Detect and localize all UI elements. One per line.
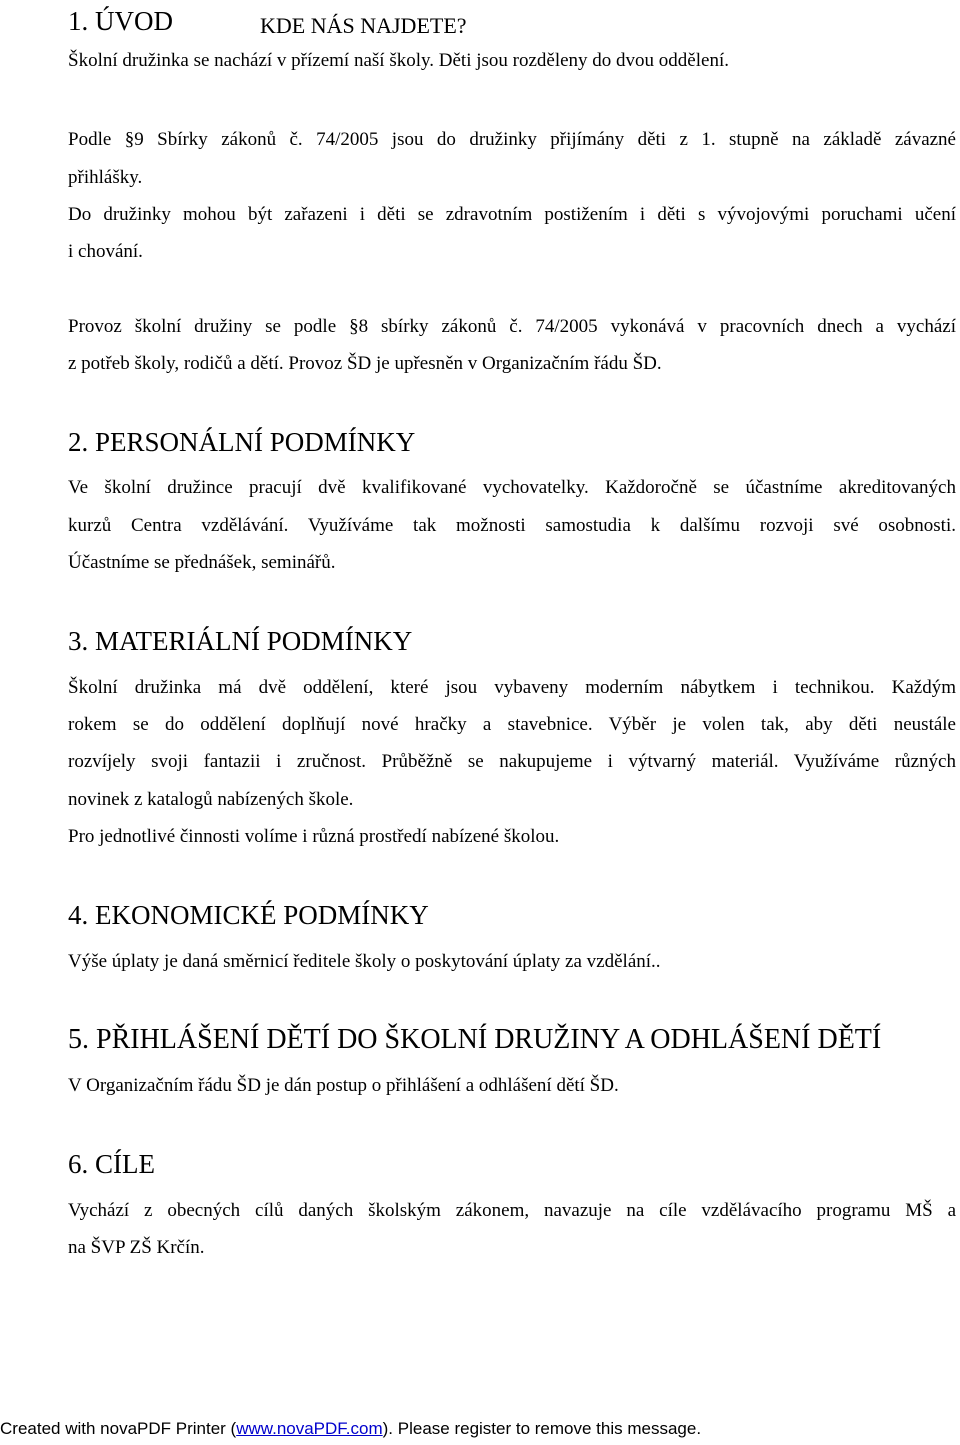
- section-1-heading: [68, 5, 568, 39]
- paragraph-line: Školní družinka má dvě oddělení, které jsou vybaveny moderním nábytkem i technikou. Každým: [68, 677, 956, 698]
- paragraph-line: Účastníme se přednášek, seminářů.: [68, 552, 336, 573]
- footer-text-after: ). Please register to remove this message.: [382, 1419, 702, 1438]
- paragraph-line: Školní družinka se nachází v přízemí naší školy. Děti jsou rozděleny do dvou oddělení.: [68, 50, 729, 71]
- novapdf-link[interactable]: www.novaPDF.com: [236, 1419, 383, 1438]
- paragraph-line: novinek z katalogů nabízených škole.: [68, 789, 354, 810]
- footer-text-before: Created with novaPDF Printer (: [0, 1419, 237, 1438]
- section-2-title: 2. PERSONÁLNÍ PODMÍNKY: [68, 427, 416, 457]
- section-6-title: 6. CÍLE: [68, 1149, 155, 1179]
- paragraph-line: z potřeb školy, rodičů a dětí. Provoz ŠD je upřesněn v Organizačním řádu ŠD.: [68, 353, 662, 374]
- printer-footer: [0, 1418, 701, 1440]
- paragraph-line: Pro jednotlivé činnosti volíme i různá prostředí nabízené školou.: [68, 826, 560, 847]
- section-1-title: 1. ÚVOD: [68, 6, 173, 36]
- paragraph-line: Do družinky mohou být zařazeni i děti se zdravotním postižením i děti s vývojovými poruchami učení: [68, 204, 956, 225]
- paragraph-line: rozvíjely svoji fantazii i zručnost. Průběžně se nakupujeme i výtvarný materiál. Využíváme různých: [68, 751, 956, 772]
- section-5-title: 5. PŘIHLÁŠENÍ DĚTÍ DO ŠKOLNÍ DRUŽINY A ODHLÁŠENÍ DĚTÍ: [68, 1024, 882, 1055]
- section-4-title: 4. EKONOMICKÉ PODMÍNKY: [68, 900, 429, 930]
- paragraph-line: na ŠVP ZŠ Krčín.: [68, 1237, 205, 1258]
- paragraph-line: rokem se do oddělení doplňují nové hračky a stavebnice. Výběr je volen tak, aby děti neustále: [68, 714, 956, 735]
- paragraph-line: V Organizačním řádu ŠD je dán postup o přihlášení a odhlášení dětí ŠD.: [68, 1075, 619, 1096]
- paragraph-line: Provoz školní družiny se podle §8 sbírky zákonů č. 74/2005 vykonává v pracovních dnech a vychází: [68, 316, 956, 337]
- paragraph-line: Výše úplaty je daná směrnicí ředitele školy o poskytování úplaty za vzdělání..: [68, 951, 661, 972]
- paragraph-line: i chování.: [68, 241, 143, 262]
- section-1-side-title: KDE NÁS NAJDETE?: [260, 13, 467, 38]
- paragraph-line: Ve školní družince pracují dvě kvalifikované vychovatelky. Každoročně se účastníme akreditovaných: [68, 477, 956, 498]
- paragraph-line: Podle §9 Sbírky zákonů č. 74/2005 jsou do družinky přijímány děti z 1. stupně na základě závazné: [68, 129, 956, 150]
- paragraph-line: kurzů Centra vzdělávání. Využíváme tak možnosti samostudia k dalšímu rozvoji své osobnosti.: [68, 515, 956, 536]
- paragraph-line: Vychází z obecných cílů daných školským zákonem, navazuje na cíle vzdělávacího programu MŠ a: [68, 1200, 956, 1221]
- section-3-title: 3. MATERIÁLNÍ PODMÍNKY: [68, 626, 413, 656]
- paragraph-line: přihlášky.: [68, 167, 143, 188]
